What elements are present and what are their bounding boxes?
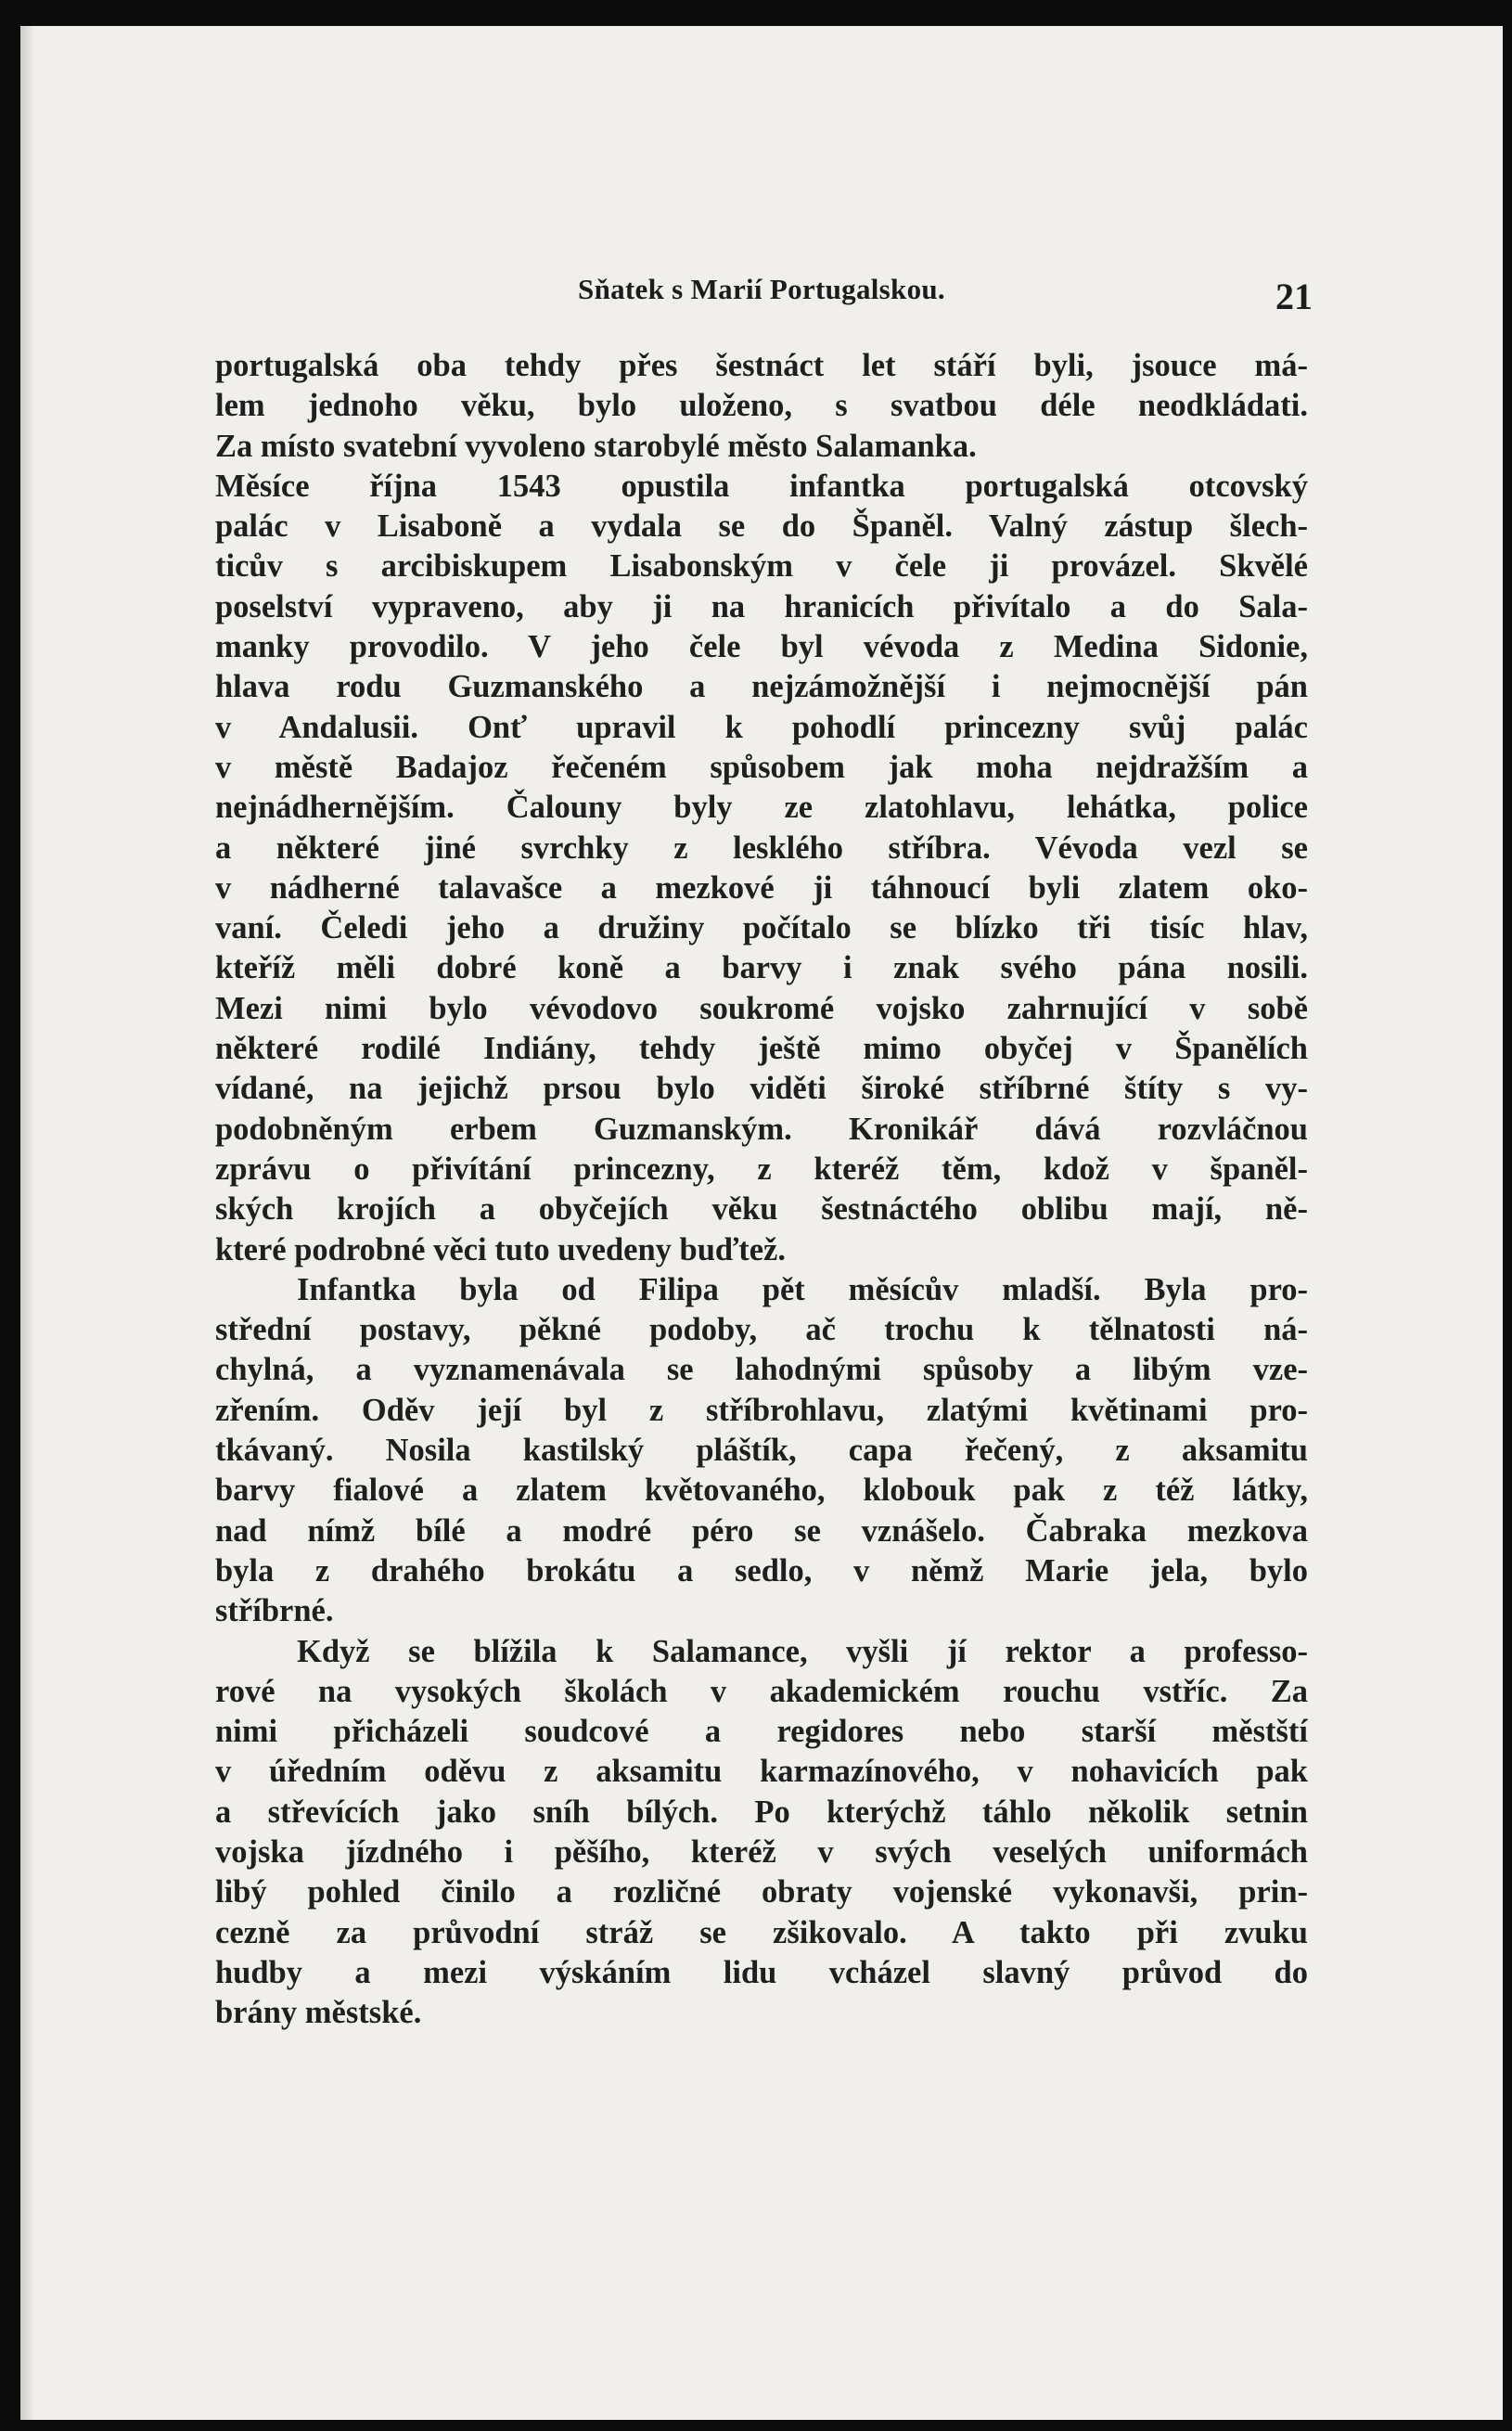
text-line: nejnádhernějším. Čalouny byly ze zlatohlavu, lehátka, police (215, 790, 1308, 826)
text-line: vaní. Čeledi jeho a družiny počítalo se blízko tři tisíc hlav, (215, 910, 1308, 946)
text-line: Měsíce října 1543 opustila infantka portugalská otcovský (215, 468, 1308, 504)
text-line: které podrobné věci tuto uvedeny buďtež. (215, 1231, 786, 1267)
text-line: poselství vypraveno, aby ji na hranicích přivítalo a do Sala- (215, 588, 1308, 624)
text-line: podobněným erbem Guzmanským. Kronikář dává rozvláčnou (215, 1111, 1308, 1147)
text-line: Za místo svatební vyvoleno starobylé město Salamanka. (215, 428, 977, 464)
text-line: střední postavy, pěkné podoby, ač trochu k tělnatosti ná- (215, 1312, 1308, 1348)
text-line: ticův s arcibiskupem Lisabonským v čele ji provázel. Skvělé (215, 548, 1308, 585)
text-line: vídané, na jejichž prsou bylo viděti široké stříbrné štíty s vy- (215, 1071, 1308, 1107)
text-line: v Andalusii. Onť upravil k pohodlí princezny svůj palác (215, 709, 1308, 745)
text-line: Když se blížila k Salamance, vyšli jí rektor a professo- (297, 1633, 1308, 1669)
text-line: rové na vysokých školách v akademickém rouchu vstříc. Za (215, 1673, 1308, 1709)
text-line: vojska jízdného i pěšího, kteréž v svých veselých uniformách (215, 1833, 1308, 1870)
text-line: hlava rodu Guzmanského a nejzámožnější i nejmocnější pán (215, 669, 1308, 705)
text-line: některé rodilé Indiány, tehdy ještě mimo obyčej v Španělích (215, 1031, 1308, 1067)
text-line: lem jednoho věku, bylo uloženo, s svatbou déle neodkládati. (215, 388, 1308, 424)
text-line: Infantka byla od Filipa pět měsícův mladší. Byla pro- (297, 1271, 1308, 1307)
body-text (215, 346, 1308, 2033)
text-line: zřením. Oděv její byl z stříbrohlavu, zlatými květinami pro- (215, 1392, 1308, 1428)
text-line: chylná, a vyznamenávala se lahodnými spůsoby a libým vze- (215, 1352, 1308, 1388)
text-line: palác v Lisaboně a vydala se do Španěl. Valný zástup šlech- (215, 508, 1308, 545)
text-line: kteříž měli dobré koně a barvy i znak svého pána nosili. (215, 950, 1308, 986)
text-line: hudby a mezi výskáním lidu vcházel slavný průvod do (215, 1954, 1308, 1990)
text-line: v úředním oděvu z aksamitu karmazínového, v nohavicích pak (215, 1754, 1308, 1790)
text-line: brány městské. (215, 1995, 422, 2031)
text-line: nad nímž bílé a modré péro se vznášelo. Čabraka mezkova (215, 1512, 1308, 1549)
running-title: Sňatek s Marií Portugalskou. (578, 273, 945, 305)
text-line: zprávu o přivítání princezny, z kteréž těm, kdož v španěl- (215, 1151, 1308, 1187)
text-line: Mezi nimi bylo vévodovo soukromé vojsko zahrnující v sobě (215, 990, 1308, 1026)
text-line: portugalská oba tehdy přes šestnáct let stáří byli, jsouce má- (215, 348, 1308, 383)
page-header (20, 273, 1503, 319)
page-edge (20, 26, 33, 2420)
text-line: nimi přicházeli soudcové a regidores nebo starší městští (215, 1714, 1308, 1750)
page-number: 21 (1275, 276, 1313, 317)
text-line: libý pohled činilo a rozličné obraty vojenské vykonavši, prin- (215, 1874, 1308, 1910)
text-line: v nádherné talavašce a mezkové ji táhnoucí byli zlatem oko- (215, 869, 1308, 906)
text-line: byla z drahého brokátu a sedlo, v němž Marie jela, bylo (215, 1552, 1308, 1589)
text-line: ských krojích a obyčejích věku šestnáctého oblibu mají, ně- (215, 1191, 1308, 1228)
text-line: a některé jiné svrchky z lesklého stříbra. Vévoda vezl se (215, 830, 1308, 866)
text-line: manky provodilo. V jeho čele byl vévoda z Medina Sidonie, (215, 629, 1308, 665)
text-line: a střevících jako sníh bílých. Po kterýchž táhlo několik setnin (215, 1794, 1308, 1830)
text-line: v městě Badajoz řečeném spůsobem jak moha nejdražším a (215, 749, 1308, 785)
book-page (20, 26, 1503, 2420)
text-line: tkávaný. Nosila kastilský pláštík, capa řečený, z aksamitu (215, 1433, 1308, 1469)
text-line: cezně za průvodní stráž se zšikovalo. A takto při zvuku (215, 1914, 1308, 1950)
text-line: barvy fialové a zlatem květovaného, klobouk pak z též látky, (215, 1473, 1308, 1509)
text-line: stříbrné. (215, 1593, 334, 1629)
